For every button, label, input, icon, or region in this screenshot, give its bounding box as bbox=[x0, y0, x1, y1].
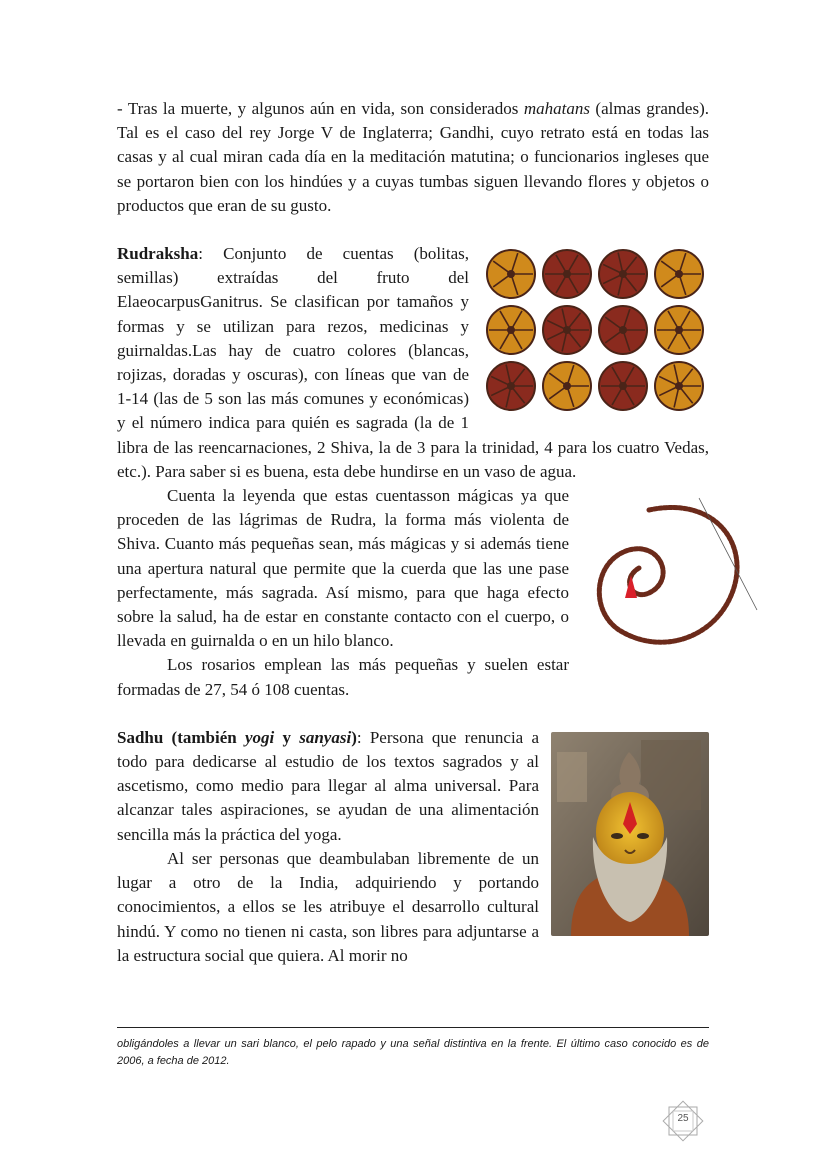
paragraph-rudraksha bbox=[117, 242, 709, 484]
rudraksha-bead bbox=[599, 306, 647, 354]
rudraksha-beads-image bbox=[483, 246, 709, 414]
rudraksha-mala-image bbox=[579, 490, 759, 660]
rudraksha-bead bbox=[543, 306, 591, 354]
rudraksha-bead bbox=[487, 250, 535, 298]
term-rudraksha: Rudraksha bbox=[117, 244, 199, 264]
para1-text-b: (almas grandes). Tal es el caso del rey Jorge V de Inglaterra; Gandhi, cuyo retrato está en todas las casas y al cual miran cada día en la meditación matutina; o funcionarios ingleses que se portaron bien con los hindúes y a cuyas tumbas siguen llevando flores y objetos o productos que eran de su gusto. bbox=[117, 99, 710, 215]
rosaries-text: Los rosarios emplean las más pequeñas y suelen estar formadas de 27, 54 ó 108 cuentas. bbox=[117, 655, 569, 699]
para1-text-a: - Tras la muerte, y algunos aún en vida, son considerados bbox=[117, 99, 524, 118]
rudraksha-bead bbox=[543, 250, 591, 298]
mala-strand bbox=[599, 508, 737, 643]
page-number-badge bbox=[659, 1097, 707, 1145]
rudraksha-bead bbox=[487, 362, 535, 410]
mala-tassel bbox=[625, 575, 637, 598]
legend-text: Cuenta la leyenda que estas cuentasson mágicas ya que proceden de las lágrimas de Rudra, la forma más violenta de Shiva. Cuanto más pequeñas sean, más mágicas y si además tiene una apertura natural que permite que la cuerda que las une pase perfectamente, más sagrada. Así mismo, para que haga efecto sobre la salud, ha de estar en constante contacto con el cuerpo, o llevada en guirnalda o en un hilo blanco. bbox=[117, 486, 569, 651]
main-text bbox=[117, 97, 709, 968]
rudraksha-bead bbox=[543, 362, 591, 410]
paragraph-sadhu bbox=[117, 726, 709, 847]
rudraksha-definition: : Conjunto de cuentas (bolitas, semillas) extraídas del fruto del ElaeocarpusGanitrus. Se clasifican por tamaños y formas y se utilizan para rezos, medicinas y guirnaldas.Las hay de cuatro colores (blancas, rojizas, doradas y oscuras), con líneas que van de 1-14 (las de 5 son las más comunes y económicas) y el número indica para quién es sagrada (la de 1 libra de las reencarnaciones, 2 Shiva, la de 3 para la trinidad, 4 para los cuatro Vedas, etc.). Para saber si es buena, esta debe hundirse en un vaso de agua. bbox=[117, 244, 709, 481]
rudraksha-bead bbox=[655, 306, 703, 354]
page-number: 25 bbox=[677, 1113, 689, 1124]
sadhu-definition: : Persona que renuncia a todo para dedicarse al estudio de los textos sagrados y al ascetismo, como medio para llegar al alma universal. Para alcanzar tales aspiraciones, se ayudan de una alimentación sencilla más la práctica del yoga. bbox=[117, 727, 539, 844]
mala-thread bbox=[699, 498, 757, 610]
term-yogi: yogi bbox=[244, 727, 275, 747]
sadhu-term-a: Sadhu (también bbox=[117, 727, 245, 747]
footnote-separator bbox=[117, 1027, 709, 1028]
sadhu-term-close: ) bbox=[351, 727, 357, 747]
rudraksha-bead bbox=[487, 306, 535, 354]
paragraph-mahatans bbox=[117, 97, 709, 218]
sadhu-term-and: y bbox=[274, 727, 300, 747]
rudraksha-bead bbox=[655, 362, 703, 410]
rudraksha-bead bbox=[599, 362, 647, 410]
term-sadhu bbox=[117, 728, 357, 747]
footnote: obligándoles a llevar un sari blanco, el pelo rapado y una señal distintiva en la frente. El último caso conocido es de 2006, a fecha de 2012. bbox=[117, 1038, 709, 1067]
rudraksha-bead bbox=[655, 250, 703, 298]
sadhu-text-2: Al ser personas que deambulaban libremente de un lugar a otro de la India, adquiriendo y portando conocimientos, a ellos se les atribuye el desarrollo cultural hindú. Y como no tienen ni casta, son libres para adjuntarse a la estructura social que quiera. Al morir no bbox=[117, 848, 539, 965]
paragraph-rosaries bbox=[117, 653, 709, 701]
term-mahatans: mahatans bbox=[523, 99, 590, 118]
sadhu-portrait-image bbox=[551, 732, 709, 936]
term-sanyasi: sanyasi bbox=[299, 727, 352, 747]
rudraksha-bead bbox=[599, 250, 647, 298]
paragraph-legend bbox=[117, 484, 709, 653]
